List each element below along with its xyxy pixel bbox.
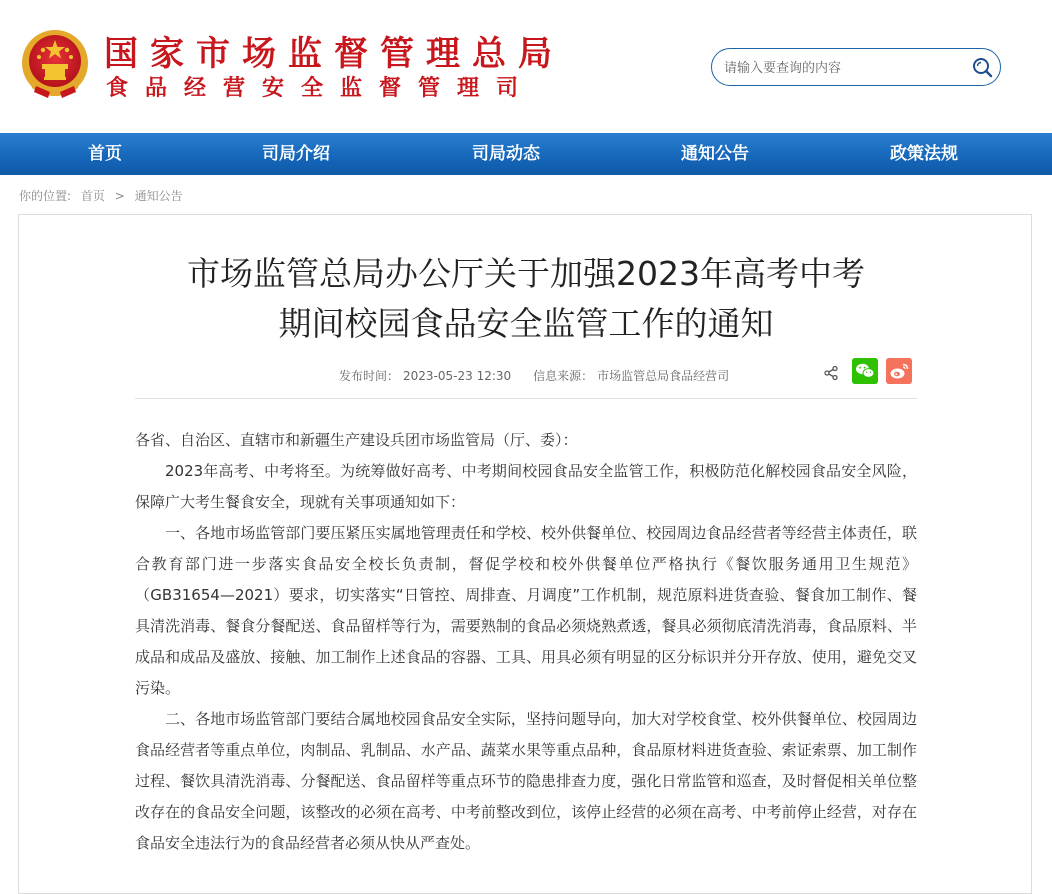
article-meta [339, 367, 733, 384]
search-icon[interactable] [970, 55, 994, 79]
article-title [19, 249, 1033, 349]
site-title[interactable]: 国家市场监督管理总局 [104, 34, 564, 74]
publish-label: 发布时间： [339, 369, 400, 383]
article-container [18, 214, 1032, 894]
site-header [0, 0, 1052, 133]
publish-time: 2023-05-23 12:30 [403, 369, 512, 383]
nav-item-notices[interactable]: 通知公告 [681, 144, 749, 164]
article-paragraph: 2023年高考、中考将至。为统筹做好高考、中考期间校园食品安全监管工作，积极防范化解校园食品安全风险，保障广大考生餐食安全，现就有关事项通知如下： [135, 462, 917, 511]
article-source: 市场监管总局食品经营司 [597, 369, 730, 383]
article-title-line1: 市场监管总局办公厅关于加强2023年高考中考 [187, 254, 865, 293]
site-subtitle[interactable]: 食品经营安全监督管理司 [106, 76, 536, 101]
share-icon[interactable] [823, 365, 839, 381]
weibo-icon[interactable] [886, 358, 912, 384]
breadcrumb-separator: > [114, 189, 125, 203]
article-body [135, 425, 917, 859]
nav-item-home[interactable]: 首页 [88, 144, 122, 164]
main-nav [0, 133, 1052, 175]
breadcrumb-home-link[interactable]: 首页 [80, 189, 105, 203]
nav-item-news[interactable]: 司局动态 [472, 144, 540, 164]
search-input[interactable] [722, 57, 966, 79]
breadcrumb [19, 187, 189, 204]
breadcrumb-label: 你的位置: [19, 189, 72, 203]
article-title-line2: 期间校园食品安全监管工作的通知 [278, 304, 774, 343]
wechat-icon[interactable] [852, 358, 878, 384]
nav-item-policies[interactable]: 政策法规 [890, 144, 958, 164]
nav-item-about[interactable]: 司局介绍 [262, 144, 330, 164]
article-salutation: 各省、自治区、直辖市和新疆生产建设兵团市场监管局（厅、委）： [135, 431, 578, 449]
article-paragraph: 二、各地市场监管部门要结合属地校园食品安全实际，坚持问题导向，加大对学校食堂、校外供餐单位、校园周边食品经营者等重点单位，肉制品、乳制品、水产品、蔬菜水果等重点品种，食品原材料进货查验、索证索票、加工制作过程、餐饮具清洗消毒、分餐配送、食品留样等重点环节的隐患排查力度，强化日常监管和巡查，及时督促相关单位整改存在的食品安全问题，该整改的必须在高考、中考前整改到位，该停止经营的必须在高考、中考前停止经营，对存在食品安全违法行为的食品经营者必须从快从严查处。 [135, 710, 917, 852]
meta-divider [135, 398, 917, 399]
search-box [711, 48, 1001, 86]
article-paragraph: 一、各地市场监管部门要压紧压实属地管理责任和学校、校外供餐单位、校园周边食品经营者等经营主体责任，联合教育部门进一步落实食品安全校长负责制，督促学校和校外供餐单位严格执行《餐饮服务通用卫生规范》（GB31654—2021）要求，切实落实“日管控、周排查、月调度”工作机制，规范原料进货查验、餐食加工制作、餐具清洗消毒、餐食分餐配送、食品留样等行为，需要熟制的食品必须烧熟煮透，餐具必须彻底清洗消毒，食品原料、半成品和成品及盛放、接触、加工制作上述食品的容器、工具、用具必须有明显的区分标识并分开存放、使用，避免交叉污染。 [135, 524, 917, 697]
breadcrumb-current-link[interactable]: 通知公告 [134, 189, 183, 203]
source-label: 信息来源： [533, 369, 594, 383]
national-emblem-icon[interactable] [20, 28, 90, 100]
